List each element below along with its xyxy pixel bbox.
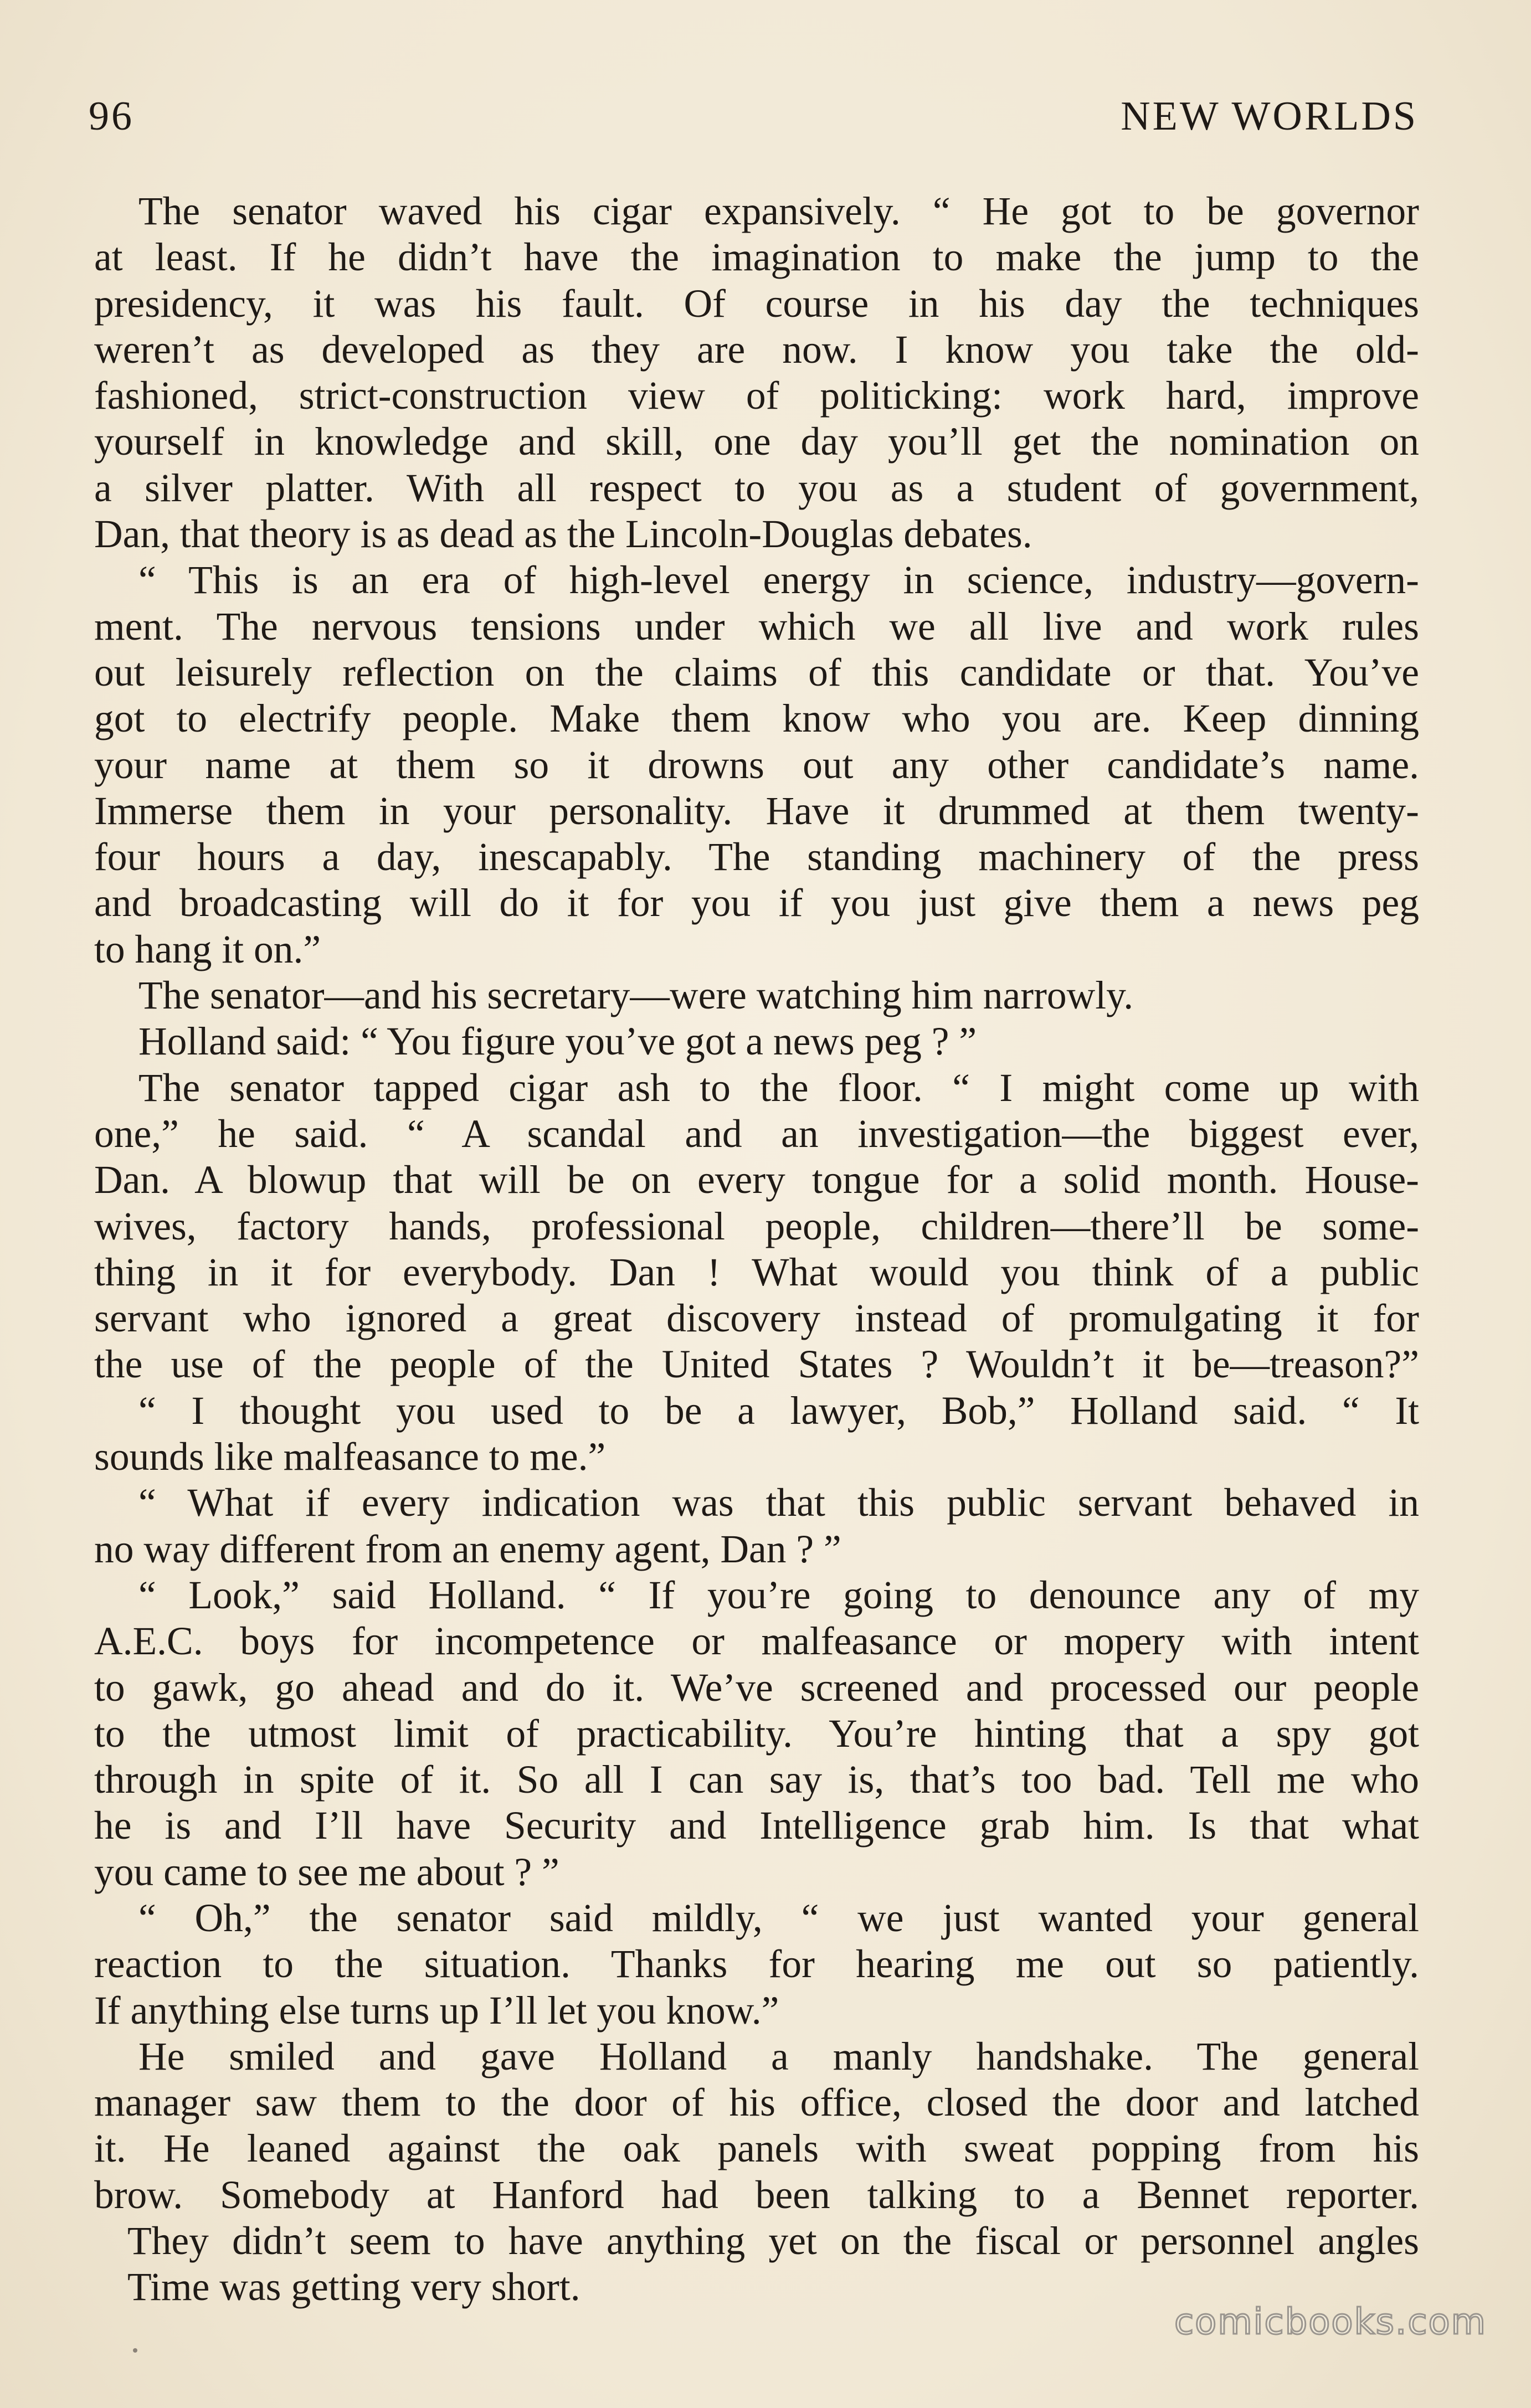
text-line: got to electrify people. Make them know who you are. Keep dinning	[94, 697, 1419, 741]
text-line: presidency, it was his fault. Of course in his day the techniques	[94, 281, 1419, 326]
text-line: you came to see me about ? ”	[94, 1850, 559, 1894]
text-line: yourself in knowledge and skill, one day you’ll get the nomination on	[94, 420, 1419, 464]
text-line: one,” he said. “ A scandal and an investigation—the biggest ever,	[94, 1112, 1419, 1156]
story-text	[94, 188, 1419, 2311]
text-line: He smiled and gave Holland a manly handshake. The general	[138, 2034, 1419, 2078]
text-line: “ Oh,” the senator said mildly, “ we just wanted your general	[138, 1896, 1419, 1940]
text-line: the use of the people of the United States ? Wouldn’t it be—treason?”	[94, 1342, 1419, 1387]
text-line: A.E.C. boys for incompetence or malfeasance or mopery with intent	[94, 1619, 1419, 1664]
text-line: at least. If he didn’t have the imagination to make the jump to the	[94, 235, 1419, 280]
text-line: and broadcasting will do it for you if you just give them a news peg	[94, 881, 1419, 925]
text-line: to hang it on.”	[94, 927, 321, 971]
text-line: a silver platter. With all respect to you as a student of government,	[94, 466, 1419, 510]
text-line: Dan, that theory is as dead as the Lincoln-Douglas debates.	[94, 512, 1032, 557]
text-line: Time was getting very short.	[127, 2265, 580, 2309]
text-line: your name at them so it drowns out any other candidate’s name.	[94, 743, 1419, 787]
text-line: The senator—and his secretary—were watching him narrowly.	[138, 974, 1134, 1018]
text-line: ment. The nervous tensions under which we all live and work rules	[94, 604, 1419, 649]
watermark: comicbooks.com	[1174, 2302, 1487, 2343]
text-line: to gawk, go ahead and do it. We’ve screened and processed our people	[94, 1665, 1419, 1710]
text-line: If anything else turns up I’ll let you know.”	[94, 1988, 779, 2033]
text-line: Dan. A blowup that will be on every tongue for a solid month. House-	[94, 1158, 1419, 1202]
text-line: Holland said: “ You figure you’ve got a news peg ? ”	[138, 1020, 977, 1064]
ink-speck	[133, 2348, 137, 2353]
text-line: brow. Somebody at Hanford had been talking to a Bennet reporter.	[94, 2173, 1419, 2217]
text-line: sounds like malfeasance to me.”	[94, 1435, 606, 1479]
text-line: to the utmost limit of practicability. You’re hinting that a spy got	[94, 1711, 1419, 1756]
text-line: They didn’t seem to have anything yet on the fiscal or personnel angles	[127, 2219, 1419, 2263]
text-line: manager saw them to the door of his office, closed the door and latched	[94, 2081, 1419, 2125]
text-line: no way different from an enemy agent, Dan ? ”	[94, 1527, 841, 1571]
text-line: servant who ignored a great discovery instead of promulgating it for	[94, 1296, 1419, 1341]
text-line: weren’t as developed as they are now. I know you take the old-	[94, 327, 1419, 372]
text-line: “ I thought you used to be a lawyer, Bob,” Holland said. “ It	[138, 1388, 1419, 1433]
text-line: “ This is an era of high-level energy in science, industry—govern-	[138, 558, 1419, 603]
text-line: The senator tapped cigar ash to the floor. “ I might come up with	[138, 1066, 1419, 1110]
text-line: it. He leaned against the oak panels with sweat popping from his	[94, 2127, 1419, 2171]
journal-title: NEW WORLDS	[1121, 94, 1418, 139]
text-line: thing in it for everybody. Dan ! What would you think of a public	[94, 1250, 1419, 1294]
text-line: through in spite of it. So all I can say is, that’s too bad. Tell me who	[94, 1758, 1419, 1802]
running-head	[89, 93, 1418, 148]
text-line: wives, factory hands, professional people, children—there’ll be some-	[94, 1204, 1419, 1248]
text-line: four hours a day, inescapably. The standing machinery of the press	[94, 835, 1419, 879]
page-number: 96	[89, 94, 134, 139]
text-line: he is and I’ll have Security and Intelligence grab him. Is that what	[94, 1804, 1419, 1848]
text-line: “ Look,” said Holland. “ If you’re going to denounce any of my	[138, 1573, 1419, 1617]
text-line: “ What if every indication was that this public servant behaved in	[138, 1481, 1419, 1525]
text-line: fashioned, strict-construction view of politicking: work hard, improve	[94, 374, 1419, 418]
text-line: The senator waved his cigar expansively. “ He got to be governor	[138, 189, 1419, 233]
text-line: Immerse them in your personality. Have it drummed at them twenty-	[94, 789, 1419, 833]
text-line: reaction to the situation. Thanks for hearing me out so patiently.	[94, 1942, 1419, 1987]
text-line: out leisurely reflection on the claims of this candidate or that. You’ve	[94, 650, 1419, 694]
